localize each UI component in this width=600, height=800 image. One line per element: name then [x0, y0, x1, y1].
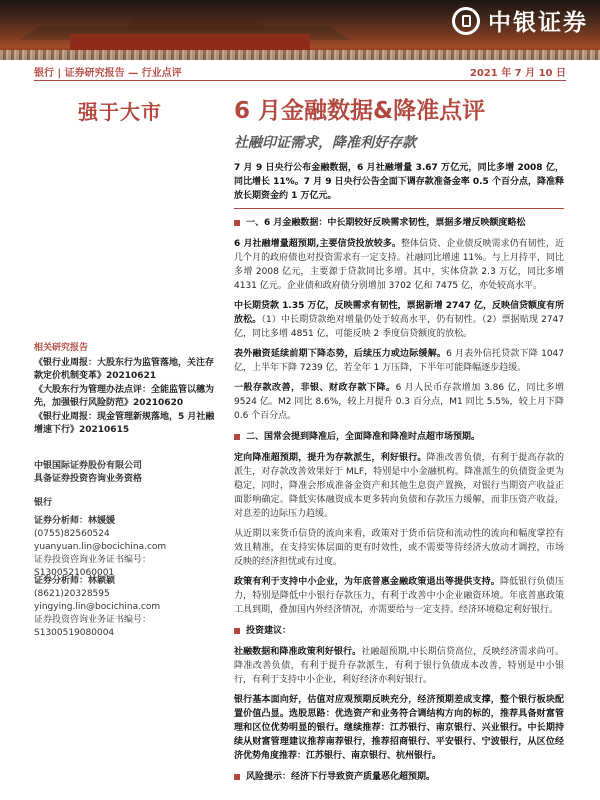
- paragraph: [234, 237, 564, 293]
- paragraph-body: 降低银行负债压力，特别是降低中小银行存款压力，有利于改善中小企业融资环境。年底普惠政策工具到期，叠加国内外经济情况，亦需要给与一定支持。经济环境稳定利好银行。: [234, 577, 564, 615]
- section-heading-text: 风险提示：经济下行导致资产质量恶化超预期。: [246, 772, 436, 782]
- bullet-square-icon: [234, 774, 240, 780]
- analyst-block: [34, 515, 220, 580]
- paragraph: [234, 347, 564, 375]
- bullet-square-icon: [234, 628, 240, 634]
- paragraph-body: 社融超预期,中长期信贷高位，反映经济需求尚可。降准改善负债，有利于提升存款派生，有利于银行负债成本改善，特别是中小银行，有利于支持中小企业，利好经济亦利好银行。: [234, 647, 564, 685]
- related-reports-title: 相关研究报告: [34, 343, 89, 353]
- analyst-phone: (8621)20328595: [34, 589, 110, 599]
- bullet-square-icon: [234, 220, 240, 226]
- analyst-name: 证券分析师：林媛媛: [34, 516, 116, 526]
- paragraph-body: （1）中长期贷款绝对增量仍处于较高水平，仍有韧性。（2）票据贴现 2747 亿，同比多增 4851 亿，可能反映 2 季度信贷额度的放松。: [234, 315, 564, 339]
- header-banner: [0, 0, 600, 60]
- analyst-cert: 证券投资咨询业务证书编号：S1300521060001: [34, 555, 152, 578]
- section-heading: [234, 216, 564, 230]
- analyst-phone: (0755)82560524: [34, 529, 110, 539]
- header-divider: [34, 80, 566, 81]
- paragraph: [234, 575, 564, 617]
- analyst-cert: 证券投资咨询业务证书编号：S1300519080004: [34, 615, 152, 638]
- paragraph-lead: 社融数据和降准政策利好银行。: [234, 647, 362, 657]
- bullet-square-icon: [234, 434, 240, 440]
- analyst-email[interactable]: yingying.lin@bocichina.com: [34, 602, 161, 612]
- intro-divider: [234, 208, 564, 209]
- paragraph: 银行基本面向好，估值对应观预期反映充分，经济预期差成支撑，整个银行板块配置价值凸显。选股思路：优选资产和业务符合调结构方向的标的，推荐具备财富管理和区位优势明显的银行。继续推荐：江苏银行、南京银行、兴业银行。中长期持续从财富管理建议推荐南荐银行，推荐招商银行、平安银行、宁波银行，从区位经济优势角度推荐：江苏银行、南京银行、杭州银行。: [234, 695, 564, 761]
- paragraph-body: 整体信贷、企业债反映需求仍有韧性，近几个月的政府债也对投资需求有一定支持。社融同比增速 11%。与上月持平，同比多增 2008 亿元，主要源于贷款同比多增。其中，实体贷款 2.3 万亿，同比多增 4131 亿元。企业债和政府债分别增加 3702 亿和 7475 亿，亦处较高水平。: [234, 239, 564, 291]
- paragraph-lead: 6 月社融增量超预期,主要信贷投放较多。: [234, 239, 401, 249]
- sector-name: 银行: [34, 498, 53, 508]
- brand-name: 中银证券: [488, 10, 588, 36]
- related-report-link[interactable]: 《银行业周报：现金管理新规落地，5 月社融增速下行》20210615: [34, 412, 215, 435]
- brand-logo: [452, 4, 588, 37]
- paragraph: [234, 645, 564, 687]
- section-heading-text: 投资建议：: [246, 626, 292, 636]
- sector-label: [34, 497, 220, 510]
- analyst-name: 证券分析师：林颖颖: [34, 576, 116, 586]
- paragraph: [234, 451, 564, 521]
- main-content: [234, 161, 564, 791]
- section-heading: [234, 624, 564, 638]
- industry-rating: 强于大市: [78, 100, 162, 124]
- org-info: [34, 460, 220, 486]
- paragraph-body: 6 月人民币存款增加 3.86 亿，同比多增 9524 亿。M2 同比 8.6%，较上月提升 0.3 百分点，M1 同比 5.5%，较上月下降 0.6 个百分点。: [234, 383, 564, 421]
- paragraph-body: 6 月表外信托贷款下降 1047 亿，上半年下降 7239 亿，若全年 1 万压降，下半年可能降幅逐步趋缓。: [234, 349, 564, 373]
- org-qualification: 具备证券投资咨询业务资格: [34, 474, 143, 484]
- banner-crowd-image: [0, 50, 600, 60]
- section-heading: [234, 430, 564, 444]
- analyst-email[interactable]: yuanyuan.lin@bocichina.com: [34, 542, 167, 552]
- boc-logo-icon: [452, 7, 480, 35]
- paragraph-lead: 表外融资延续前期下降态势，后续压力或边际缓解。: [234, 349, 447, 359]
- analyst-block: [34, 575, 220, 640]
- related-report-link[interactable]: 《大股东行为管理办法点评：全能监管以穗为先，加强银行风险防范》20210620: [34, 385, 215, 408]
- paragraph: 从近期以来货币信贷的流向来看，政策对于货币信贷和流动性的流向和幅度掌控有效且精准，在支持实体层面的更有时效性，或不需要等待经济大放动才调控，市场反映的经济担忧或有过度。: [234, 529, 564, 567]
- paragraph-lead: 政策有利于支持中小企业，为年底普惠金融政策退出等提供支持。: [234, 577, 500, 587]
- paragraph-body: 降准改善负债，有利于提高存款的派生，对存款改善效果好于 MLF，特别是中小金融机构。降准派生的负债资金更为稳定，同时，降准会形成准备金资产和其他生息资产置换，对银行当期资产收益正面影响确定。降低实体融资成本更多转向负债和存款压力缓解，而非压资产收益，对息差的边际压力趋缓。: [234, 453, 564, 519]
- intro-paragraph: 7 月 9 日央行公布金融数据，6 月社融增量 3.67 万亿元，同比多增 2008 亿，同比增长 11%。7 月 9 日央行公告全面下调存款准备金率 0.5 个百分点，降准释放长期资金约 1 万亿元。: [234, 163, 564, 201]
- banner-building-image: [120, 8, 270, 30]
- report-date: 2021 年 7 月 10 日: [469, 68, 566, 79]
- paragraph-lead: 定向降准超预期，提升为存款派生，利好银行。: [234, 453, 427, 463]
- section-heading-text: 一、6 月金融数据：中长期较好反映需求韧性，票据多增反映额度略松: [246, 218, 526, 228]
- paragraph-lead: 中长期贷款 1.35 万亿，反映需求有韧性，票据新增 2747 亿，反映信贷额度有所放松。: [234, 301, 564, 325]
- paragraph: [234, 381, 564, 423]
- paragraph-lead: 一般存款改善，非银、财政存款下降。: [234, 383, 396, 393]
- paragraph: [234, 299, 564, 341]
- breadcrumb: 银行 | 证券研究报告 — 行业点评: [34, 68, 182, 79]
- section-heading-text: 二、国常会提到降准后，全面降准和降准时点超市场预期。: [246, 432, 481, 442]
- related-report-link[interactable]: 《银行业周报：大股东行为监管落地，关注存款定价机制变革》20210621: [34, 358, 215, 381]
- section-heading: [234, 770, 564, 784]
- related-reports: [34, 342, 220, 438]
- report-subtitle: 社融印证需求，降准利好存款: [234, 135, 416, 151]
- org-name: 中银国际证券股份有限公司: [34, 461, 143, 471]
- report-title: 6 月金融数据&降准点评: [234, 98, 486, 124]
